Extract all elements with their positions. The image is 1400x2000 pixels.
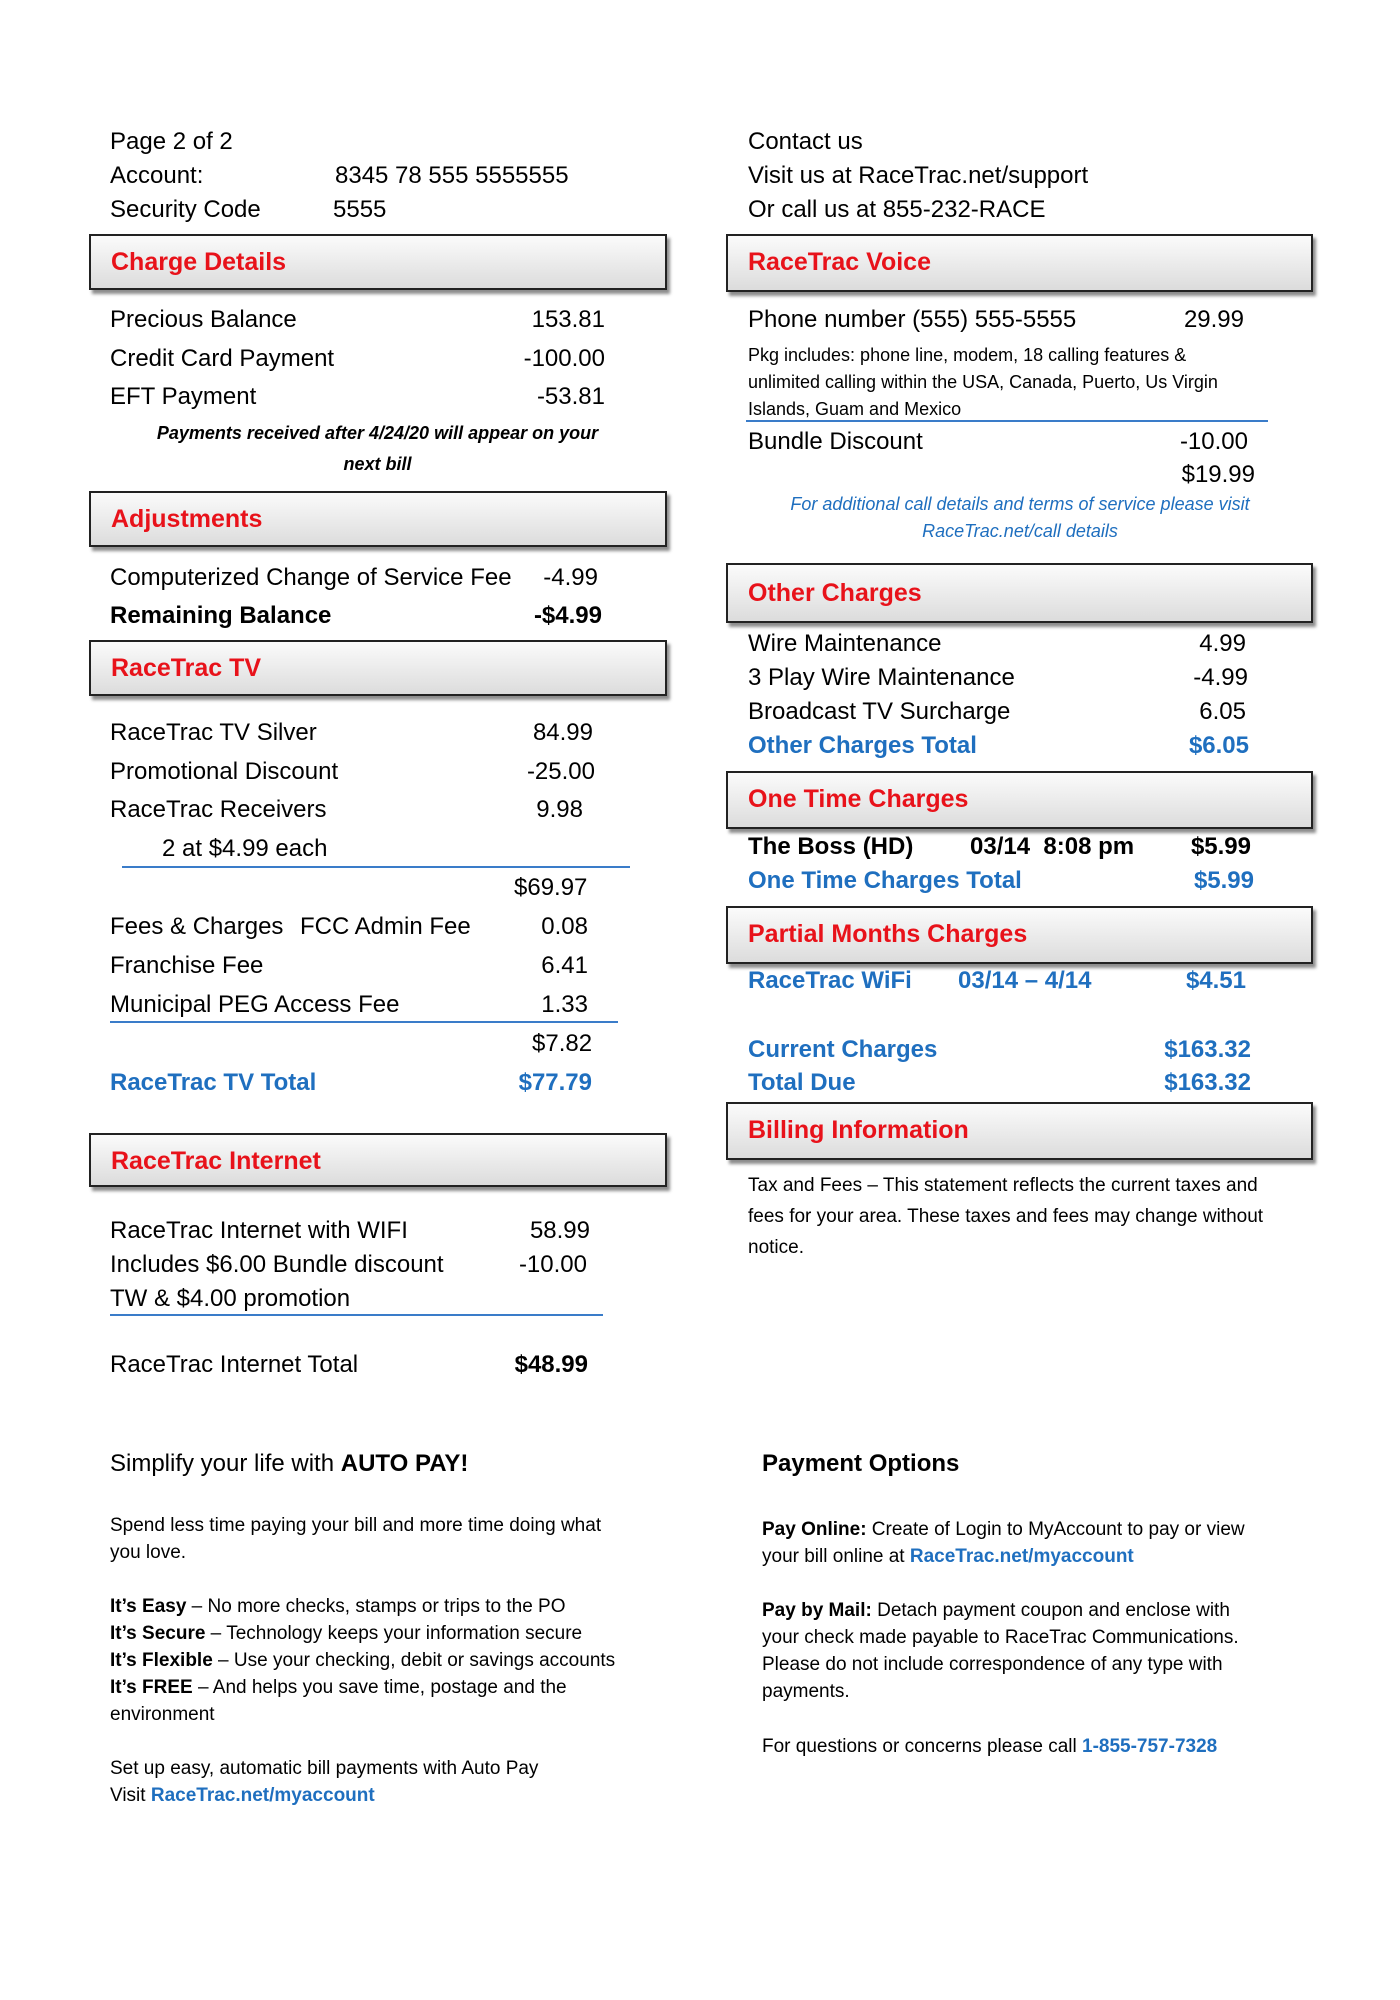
other-row-label: 3 Play Wire Maintenance xyxy=(748,664,1015,691)
one-time-charges-header xyxy=(726,771,1313,829)
one-time-item-label: The Boss (HD) xyxy=(748,833,914,860)
fees-label: Fees & Charges xyxy=(110,913,284,940)
contact-call: Or call us at 855-232-RACE xyxy=(748,196,1046,223)
charge-row-label: Credit Card Payment xyxy=(110,345,335,372)
autopay-benefit: It’s Flexible – Use your checking, debit or savings accounts xyxy=(110,1650,616,1671)
other-charges-total-label: Other Charges Total xyxy=(748,732,977,759)
pay-online: Pay Online: Create of Login to MyAccount to pay or view xyxy=(762,1519,1245,1540)
billing-info-text-cont: fees for your area. These taxes and fees may change without xyxy=(748,1206,1264,1227)
autopay-intro-cont: you love. xyxy=(110,1542,187,1563)
autopay-benefit: It’s Easy – No more checks, stamps or trips to the PO xyxy=(110,1596,566,1617)
support-phone-link[interactable]: 1-855-757-7328 xyxy=(1082,1736,1218,1757)
charge-row-value: -53.81 xyxy=(536,383,605,410)
other-row-label: Wire Maintenance xyxy=(748,630,942,657)
fees-divider xyxy=(110,1021,618,1023)
autopay-visit-prefix: Visit xyxy=(110,1785,151,1806)
bundle-discount-label: Bundle Discount xyxy=(748,428,923,455)
myaccount-link[interactable]: RaceTrac.net/myaccount xyxy=(909,1546,1134,1567)
call-details-note-cont: RaceTrac.net/call details xyxy=(922,521,1118,541)
tv-subtotal: $69.97 xyxy=(514,874,588,901)
tv-total-label: RaceTrac TV Total xyxy=(110,1069,317,1096)
charge-details-header xyxy=(89,234,667,290)
autopay-title xyxy=(110,1447,468,1481)
call-details-note: For additional call details and terms of service please visit xyxy=(790,494,1250,514)
charge-row-value: -100.00 xyxy=(523,345,605,372)
internet-header xyxy=(89,1133,667,1187)
receivers-note: 2 at $4.99 each xyxy=(162,835,328,862)
other-row-value: -4.99 xyxy=(1193,664,1248,691)
security-code-label: Security Code xyxy=(110,196,261,223)
voice-divider xyxy=(746,420,1268,422)
autopay-link[interactable]: RaceTrac.net/myaccount xyxy=(150,1785,375,1806)
tv-row-label: RaceTrac Receivers xyxy=(110,796,327,823)
fcc-fee-label: FCC Admin Fee xyxy=(300,913,471,940)
partial-months-title: Partial Months Charges xyxy=(748,920,1028,948)
remaining-balance-label: Remaining Balance xyxy=(110,602,332,629)
contact-title: Contact us xyxy=(748,128,863,155)
one-time-charges-title: One Time Charges xyxy=(748,785,969,813)
payment-note: Payments received after 4/24/20 will appear on your xyxy=(156,423,599,443)
voice-title: RaceTrac Voice xyxy=(748,248,931,276)
current-charges-label: Current Charges xyxy=(748,1036,938,1063)
fcc-fee-value: 0.08 xyxy=(541,913,588,940)
partial-months-header xyxy=(726,906,1313,964)
internet-row-label: RaceTrac Internet with WIFI xyxy=(110,1217,408,1244)
one-time-item-value: $5.99 xyxy=(1190,833,1251,860)
autopay-benefit: It’s FREE – And helps you save time, postage and the xyxy=(110,1677,567,1698)
partial-item-label: RaceTrac WiFi xyxy=(748,967,912,994)
internet-row-value: 58.99 xyxy=(529,1217,590,1244)
page-number: Page 2 of 2 xyxy=(110,128,233,155)
franchise-fee-value: 6.41 xyxy=(541,952,588,979)
package-description: Pkg includes: phone line, modem, 18 calling features & xyxy=(748,345,1187,365)
tv-divider xyxy=(122,866,630,868)
internet-row-label: Includes $6.00 Bundle discount xyxy=(110,1251,444,1278)
pay-by-mail-cont: Please do not include correspondence of any type with xyxy=(762,1654,1223,1675)
tv-row-label: RaceTrac TV Silver xyxy=(110,719,317,746)
pay-by-mail-cont: payments. xyxy=(762,1681,850,1702)
internet-divider xyxy=(110,1314,603,1316)
billing-info-text-cont: notice. xyxy=(748,1237,804,1258)
pay-by-mail: Pay by Mail: Detach payment coupon and enclose with xyxy=(762,1600,1230,1621)
tv-title: RaceTrac TV xyxy=(111,654,262,682)
contact-visit: Visit us at RaceTrac.net/support xyxy=(748,162,1089,189)
current-charges-value: $163.32 xyxy=(1164,1036,1251,1063)
account-label: Account: xyxy=(110,162,204,189)
other-charges-total-value: $6.05 xyxy=(1188,732,1249,759)
service-fee-label: Computerized Change of Service Fee xyxy=(110,564,512,591)
charge-details-title: Charge Details xyxy=(111,248,287,276)
tv-header xyxy=(89,640,667,696)
tv-row-label: Promotional Discount xyxy=(110,758,339,785)
one-time-total-label: One Time Charges Total xyxy=(748,867,1022,894)
voice-header xyxy=(726,234,1313,292)
autopay-title-bold: AUTO PAY! xyxy=(340,1450,469,1477)
tv-row-value: 9.98 xyxy=(536,796,583,823)
other-charges-title: Other Charges xyxy=(748,579,922,607)
pay-by-mail-cont: your check made payable to RaceTrac Communications. xyxy=(762,1627,1239,1648)
franchise-fee-label: Franchise Fee xyxy=(110,952,264,979)
internet-total-label: RaceTrac Internet Total xyxy=(110,1351,359,1378)
other-charges-header xyxy=(726,563,1313,623)
one-time-total-value: $5.99 xyxy=(1193,867,1254,894)
internet-row-label: TW & $4.00 promotion xyxy=(110,1285,351,1312)
other-row-value: 6.05 xyxy=(1199,698,1246,725)
partial-item-value: $4.51 xyxy=(1185,967,1246,994)
autopay-setup: Set up easy, automatic bill payments with Auto Pay xyxy=(110,1758,539,1779)
autopay-intro: Spend less time paying your bill and more time doing what xyxy=(110,1515,602,1536)
phone-number-value: 29.99 xyxy=(1183,306,1244,333)
autopay-title-prefix: Simplify your life with xyxy=(110,1450,341,1477)
fees-subtotal: $7.82 xyxy=(532,1030,593,1057)
phone-number-label: Phone number (555) 555-5555 xyxy=(748,306,1077,333)
account-number: 8345 78 555 5555555 xyxy=(335,162,569,189)
other-row-label: Broadcast TV Surcharge xyxy=(748,698,1011,725)
package-description-cont: Islands, Guam and Mexico xyxy=(748,399,962,419)
billing-info-header xyxy=(726,1102,1313,1160)
package-description-cont: unlimited calling within the USA, Canada, Puerto, Us Virgin xyxy=(748,372,1218,392)
one-time-item-date: 03/14 8:08 pm xyxy=(970,833,1135,860)
security-code-value: 5555 xyxy=(333,196,387,223)
internet-total-value: $48.99 xyxy=(514,1351,588,1378)
internet-title: RaceTrac Internet xyxy=(111,1147,321,1175)
payment-note-cont: next bill xyxy=(343,454,412,474)
bundle-discount-value: -10.00 xyxy=(1179,428,1248,455)
pay-online-cont: your bill online at RaceTrac.net/myaccount xyxy=(762,1546,1134,1567)
remaining-balance-value: -$4.99 xyxy=(533,602,602,629)
peg-fee-label: Municipal PEG Access Fee xyxy=(110,991,400,1018)
billing-info-title: Billing Information xyxy=(748,1116,969,1144)
internet-row-value: -10.00 xyxy=(518,1251,587,1278)
other-row-value: 4.99 xyxy=(1199,630,1246,657)
autopay-visit xyxy=(110,1782,375,1809)
tv-total-value: $77.79 xyxy=(518,1069,592,1096)
adjustments-title: Adjustments xyxy=(111,505,263,533)
partial-item-dates: 03/14 – 4/14 xyxy=(958,967,1092,994)
billing-info-text: Tax and Fees – This statement reflects the current taxes and xyxy=(748,1175,1258,1196)
payment-options-title: Payment Options xyxy=(762,1450,960,1477)
voice-subtotal: $19.99 xyxy=(1181,461,1255,488)
peg-fee-value: 1.33 xyxy=(541,991,588,1018)
total-due-label: Total Due xyxy=(748,1069,856,1096)
questions-line: For questions or concerns please call 1-855-757-7328 xyxy=(762,1736,1218,1757)
autopay-benefit-cont: environment xyxy=(110,1704,215,1725)
charge-row-label: Precious Balance xyxy=(110,306,297,333)
charge-row-label: EFT Payment xyxy=(110,383,257,410)
total-due-value: $163.32 xyxy=(1164,1069,1251,1096)
charge-row-value: 153.81 xyxy=(531,306,605,333)
adjustments-header xyxy=(89,491,667,547)
tv-row-value: -25.00 xyxy=(526,758,595,785)
service-fee-value: -4.99 xyxy=(543,564,598,591)
autopay-benefit: It’s Secure – Technology keeps your information secure xyxy=(110,1623,583,1644)
tv-row-value: 84.99 xyxy=(532,719,593,746)
